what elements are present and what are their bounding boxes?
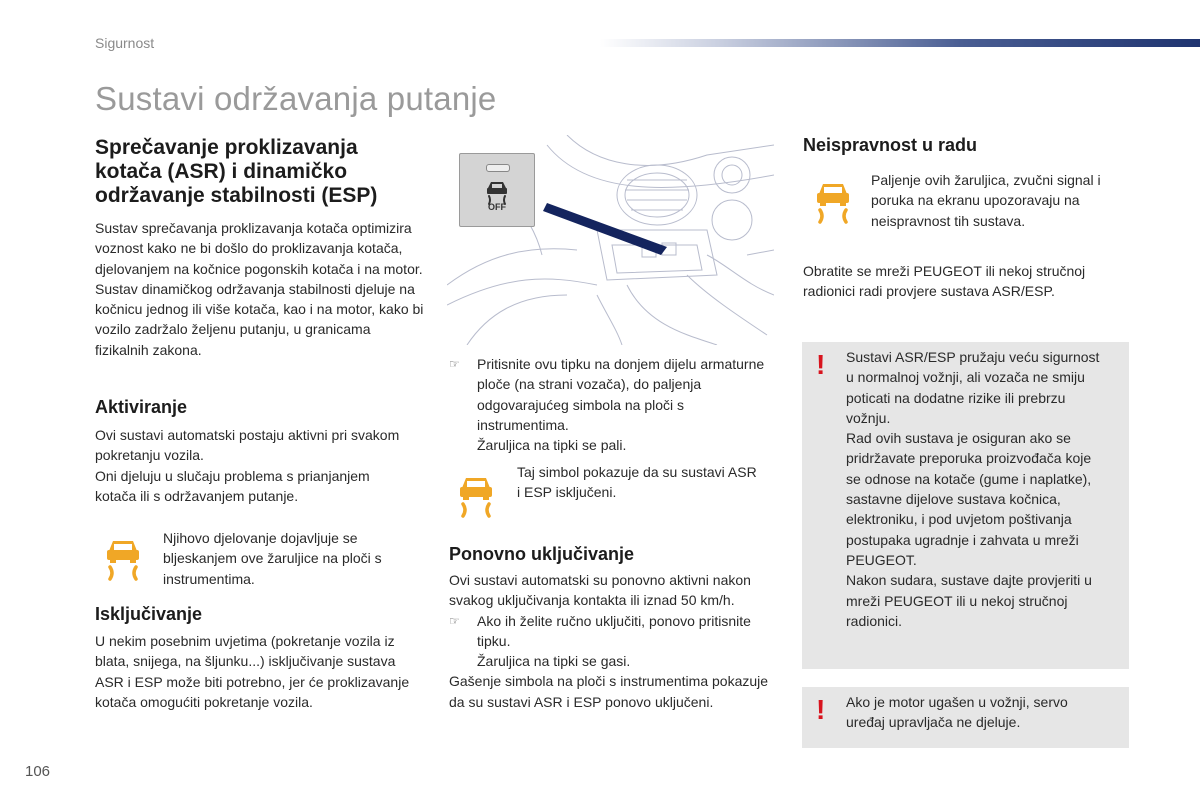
reactivation-heading: Ponovno uključivanje (449, 544, 635, 564)
closing-paragraph: Gašenje simbola na ploči s instrumentima pokazuje da su sustavi ASR i ESP ponovo uključeni. (449, 673, 769, 710)
intro-paragraph-esp: Sustav dinamičkog održavanja stabilnosti djeluje na kočnicu jednog ili više kotača, kao i na motor, kako bi vozilo zadržalo željenu putanju, u granicama fizikalnih zakona. (95, 280, 424, 358)
bullet-item (449, 611, 769, 672)
bullet-hand-icon: ☞ (449, 357, 460, 371)
fault-note: Paljenje ovih žaruljica, zvučni signal i poruka na ekranu upozoravaju na neispravnost tih sustava. (871, 172, 1101, 229)
page-number: 106 (25, 763, 51, 780)
activation-paragraph-2: Oni djeluju u slučaju problema s prianjanjem kotača ili s održavanjem putanje. (95, 467, 370, 504)
activation-heading: Aktiviranje (95, 397, 188, 417)
bullet-hand-icon: ☞ (449, 613, 460, 628)
button-off-label: OFF (488, 202, 506, 212)
steering-warning-text: Ako je motor ugašen u vožnji, servo uređaj upravljača ne djeluje. (846, 694, 1068, 731)
safety-warning-text (846, 347, 1106, 631)
bullet-note: Žaruljica na tipki se gasi. (477, 653, 631, 670)
bullet-text: Ako ih želite ručno uključiti, ponovo pritisnite tipku. (477, 612, 751, 649)
safety-paragraph-2: Rad ovih sustava je osiguran ako se pridržavate preporuka proizvođača koje se odnose na kotače (gume i naplatke), sastavne dijelove sustava kočnica, elektroniku, i pod uvjetom poštivanja postupaka ugradnje i zahvata u mreži PEUGEOT. (846, 430, 1092, 568)
activation-paragraph-1: Ovi sustavi automatski postaju aktivni pri svakom pokretanju vozila. (95, 427, 400, 464)
exclamation-icon: ! (816, 349, 826, 380)
header-bar (600, 39, 1200, 47)
press-button-instruction (449, 354, 769, 455)
warning-lamp-note: Njihovo djelovanje dojavljuje se bljeskanjem ove žaruljice na ploči s instrumentima. (163, 530, 382, 587)
reactivation-paragraph: Ovi sustavi automatski su ponovno aktivni nakon svakog uključivanja kontakta ili iznad 50 km/h. (449, 572, 751, 609)
off-symbol-note: Taj simbol pokazuje da su sustavi ASR i ESP isključeni. (517, 464, 757, 501)
bullet-text: Pritisnite ovu tipku na donjem dijelu armaturne ploče (na strani vozača), do paljenja odgovarajućeg simbola na ploči s instrumentima. (477, 356, 765, 433)
exclamation-icon: ! (816, 694, 826, 725)
button-led-indicator (486, 164, 510, 172)
fault-warning-icon (814, 180, 852, 229)
asr-warning-icon (104, 537, 142, 586)
page-title: Sustavi održavanja putanje (95, 80, 497, 117)
intro-paragraph-asr: Sustav sprečavanja proklizavanja kotača optimizira voznost kako ne bi došlo do proklizavanja kotača, djelovanjem na kočnice pogonskih kotača i na motor. (95, 220, 423, 277)
safety-paragraph-3: Nakon sudara, sustave dajte provjeriti u mreži PEUGEOT ili u nekoj stručnoj radionici. (846, 572, 1092, 629)
bullet-note: Žaruljica na tipki se pali. (477, 437, 627, 454)
deactivation-heading: Isključivanje (95, 604, 203, 624)
safety-warning-box (802, 342, 1129, 669)
esp-off-button[interactable] (459, 153, 535, 227)
intro-text (95, 218, 425, 360)
asr-esp-heading: Sprečavanje proklizavanja kotača (ASR) i dinamičko održavanje stabilnosti (ESP) (95, 136, 378, 207)
section-label: Sigurnost (95, 35, 155, 51)
steering-warning-box (802, 687, 1129, 748)
activation-text (95, 425, 405, 506)
safety-paragraph-1: Sustavi ASR/ESP pružaju veću sigurnost u normalnoj vožnji, ali vozača ne smiju poticati na dodatne rizike ili prebrzu vožnju. (846, 349, 1100, 426)
fault-advice: Obratite se mreži PEUGEOT ili nekoj stručnoj radionici radi provjere sustava ASR/ESP. (803, 263, 1086, 300)
fault-heading: Neispravnost u radu (803, 135, 978, 155)
deactivation-text: U nekim posebnim uvjetima (pokretanje vozila iz blata, snijega, na šljunku...) isključivanje sustava ASR i ESP može biti potrebno, jer će proklizavanje kotača omogućiti pokretanje vozila. (95, 633, 410, 710)
reactivation-text (449, 570, 769, 712)
asr-off-warning-icon (457, 474, 495, 523)
bullet-item (449, 354, 769, 455)
